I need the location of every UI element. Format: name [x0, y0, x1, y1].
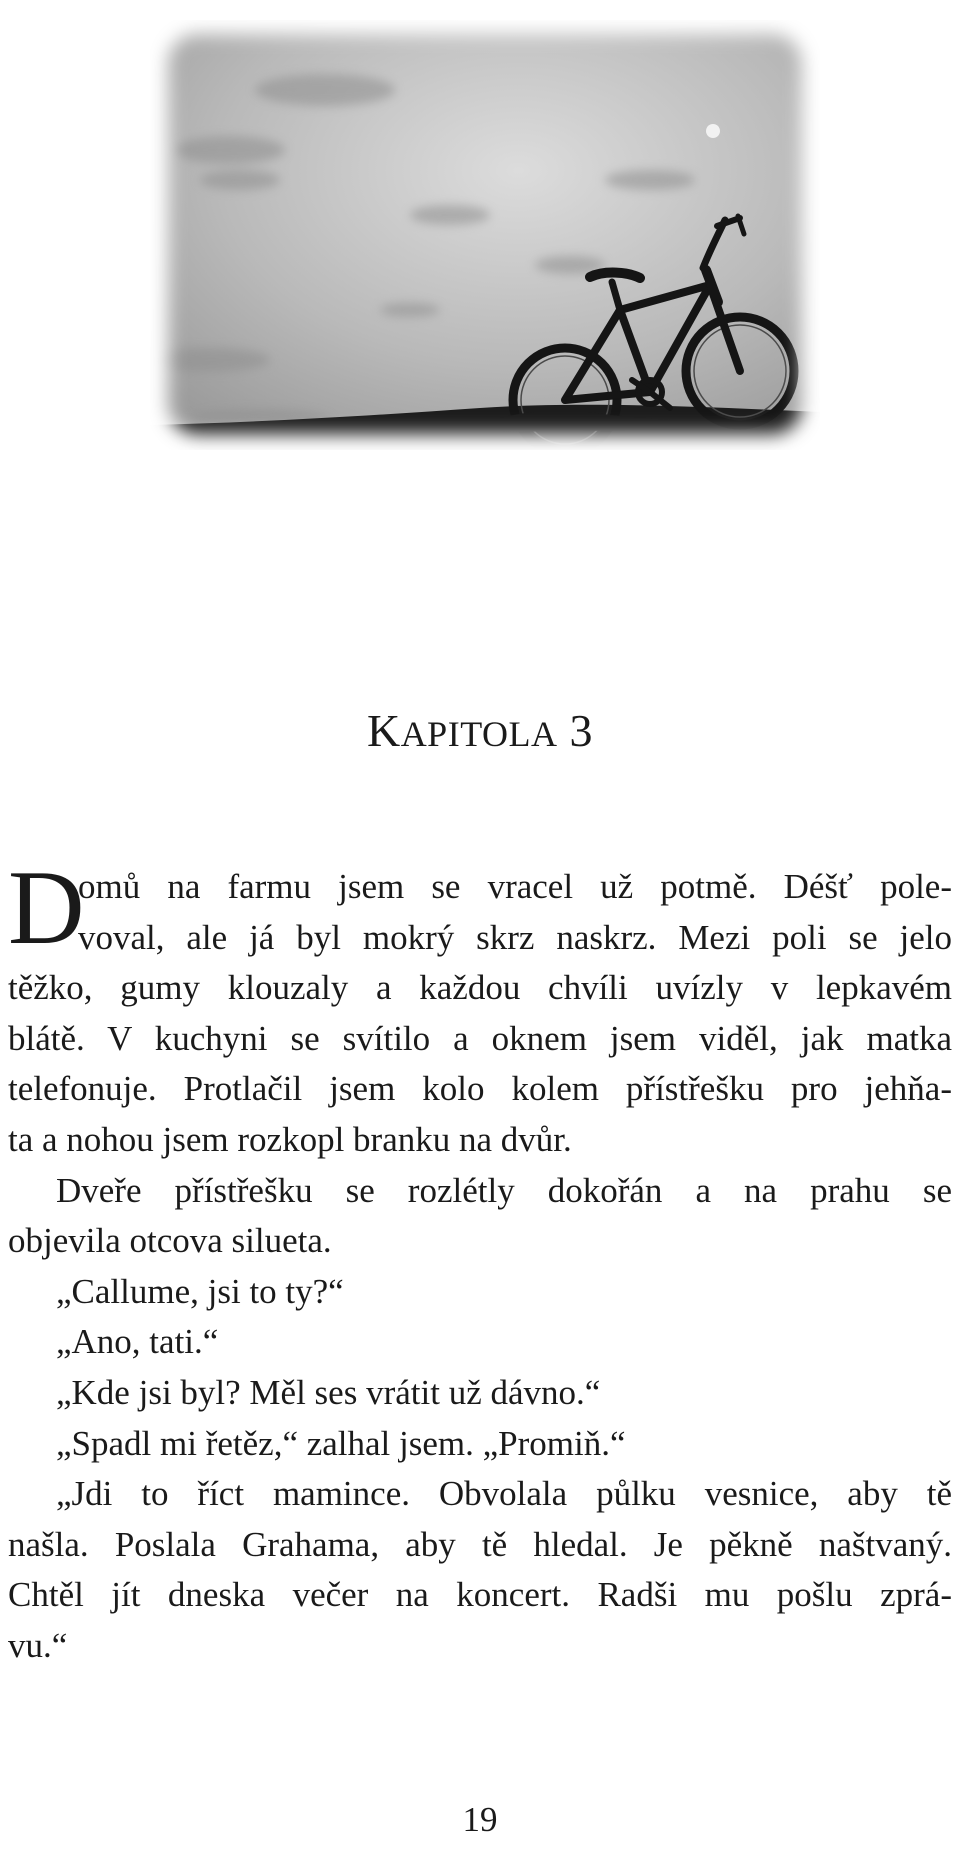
dialogue-line: „Kde jsi byl? Měl ses vrátit už dávno.“ — [56, 1372, 601, 1412]
chapter-illustration — [150, 20, 820, 450]
chapter-body — [8, 849, 952, 1672]
chapter-title — [0, 704, 960, 757]
page-number: 19 — [462, 1800, 498, 1839]
text-line: telefonuje. Protlačil jsem kolo kolem přístřešku pro jehňa- — [8, 1069, 952, 1109]
dialogue-line: „Ano, tati.“ — [56, 1322, 219, 1362]
chapter-title-rest: APITOLA — [400, 714, 558, 754]
drop-cap: D — [8, 849, 85, 966]
dialogue-line: „Callume, jsi to ty?“ — [56, 1271, 344, 1311]
chapter-number: 3 — [569, 705, 594, 756]
text-line: objevila otcova silueta. — [8, 1221, 332, 1261]
text-line: omů na farmu jsem se vracel už potmě. Déšť pole- — [78, 867, 952, 906]
bicycle-silhouette-icon — [150, 20, 820, 450]
text-line: voval, ale já byl mokrý skrz naskrz. Mezi poli se jelo — [78, 917, 952, 957]
text-line: Dveře přístřešku se rozlétly dokořán a na prahu se — [56, 1170, 952, 1210]
text-line: vu.“ — [8, 1625, 68, 1665]
text-line: ta a nohou jsem rozkopl branku na dvůr. — [8, 1119, 572, 1159]
text-line: těžko, gumy klouzaly a každou chvíli uvízly v lepkavém — [8, 968, 952, 1008]
text-line: našla. Poslala Grahama, aby tě hledal. Je pěkně naštvaný. — [8, 1524, 952, 1564]
text-line: blátě. V kuchyni se svítilo a oknem jsem viděl, jak matka — [8, 1018, 952, 1058]
text-line: Chtěl jít dneska večer na koncert. Radši mu pošlu zprá- — [8, 1575, 952, 1615]
chapter-title-initial: K — [366, 705, 401, 756]
text-line: „Jdi to říct mamince. Obvolala půlku vesnice, aby tě — [56, 1474, 952, 1514]
dialogue-line: „Spadl mi řetěz,“ zalhal jsem. „Promiň.“ — [56, 1423, 626, 1463]
